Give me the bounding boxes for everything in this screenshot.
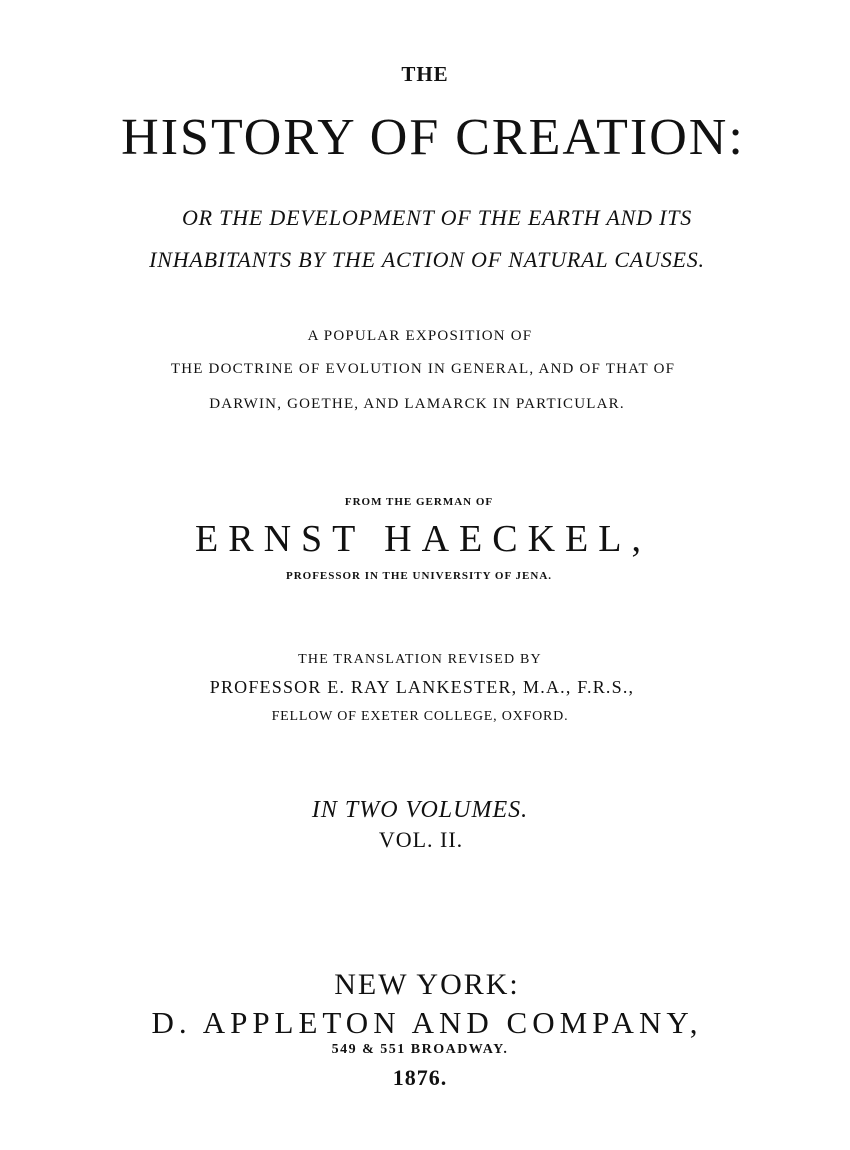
- publisher-name: D. APPLETON AND COMPANY,: [151, 1005, 703, 1040]
- from-the-german: FROM THE GERMAN OF: [344, 496, 494, 508]
- exposition-line-2: THE DOCTRINE OF EVOLUTION IN GENERAL, AND OF THAT OF: [170, 361, 676, 377]
- subtitle-line-1: OR THE DEVELOPMENT OF THE EARTH AND ITS: [181, 205, 693, 230]
- translation-revised-by: THE TRANSLATION REVISED BY: [298, 652, 542, 667]
- volumes-statement: IN TWO VOLUMES.: [311, 797, 529, 823]
- publication-city: NEW YORK:: [334, 968, 520, 1001]
- main-title: HISTORY OF CREATION:: [121, 109, 745, 166]
- reviser-affiliation: FELLOW OF EXETER COLLEGE, OXFORD.: [271, 709, 569, 724]
- exposition-line-3: DARWIN, GOETHE, AND LAMARCK IN PARTICULAR.: [209, 396, 625, 412]
- subtitle-line-2: INHABITANTS BY THE ACTION OF NATURAL CAUSES.: [149, 247, 705, 272]
- author-name: ERNST HAECKEL,: [195, 518, 651, 560]
- author-position: PROFESSOR IN THE UNIVERSITY OF JENA.: [285, 570, 553, 582]
- reviser-name: PROFESSOR E. RAY LANKESTER, M.A., F.R.S.,: [209, 677, 635, 697]
- publication-year: 1876.: [392, 1065, 448, 1090]
- title-article: THE: [401, 62, 449, 86]
- publisher-address: 549 & 551 BROADWAY.: [331, 1042, 509, 1057]
- exposition-line-1: A POPULAR EXPOSITION OF: [307, 328, 533, 344]
- volume-number: VOL. II.: [378, 827, 464, 852]
